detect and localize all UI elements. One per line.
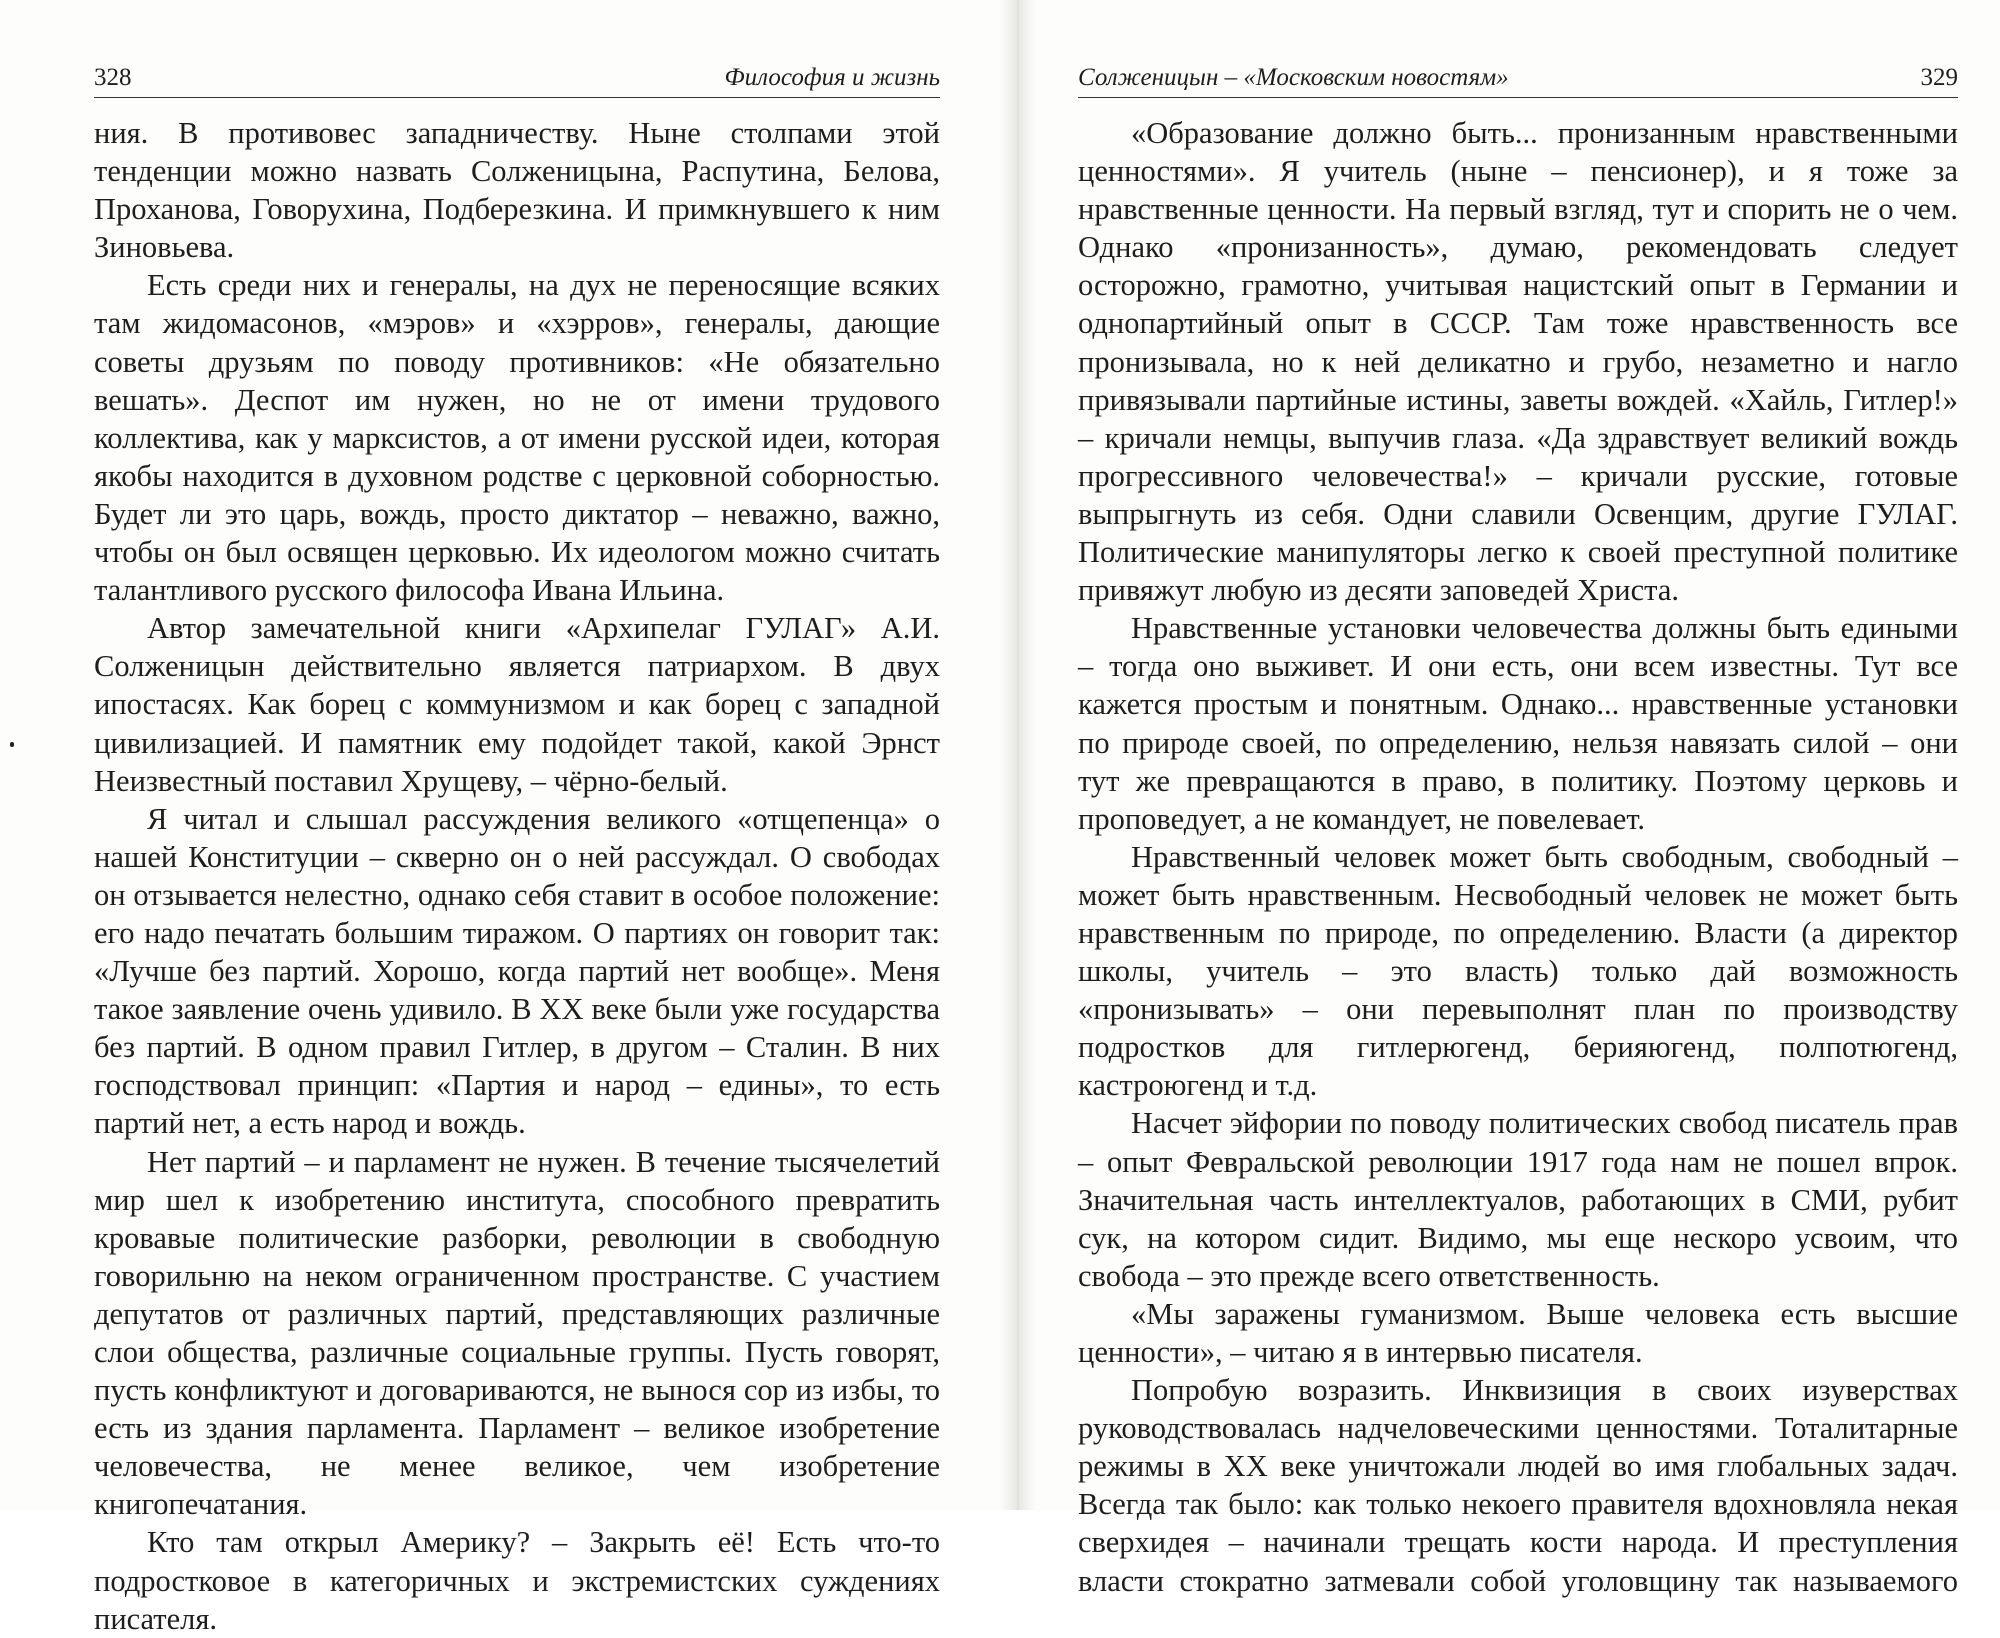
right-running-head: Солженицын – «Московским новостям» bbox=[1078, 64, 1509, 91]
right-page bbox=[1036, 0, 2000, 1598]
left-paragraph-1: ния. В противовес западничеству. Ныне столпами этой тенденции можно назвать Солженицына, Распутина, Белова, Проханова, Говорухина, Подберезкина. И примкнувшего к ним Зиновьева. bbox=[94, 116, 940, 265]
left-page bbox=[0, 0, 1000, 1636]
right-header-rule bbox=[1078, 97, 1958, 98]
left-paragraph-3: Автор замечательной книги «Архипелаг ГУЛАГ» А.И. Солженицын действительно является патриархом. В двух ипостасях. Как борец с коммунизмом и как борец с западной цивилизацией. И памятник ему подойдет такой, какой Эрнст Неизвестный поставил Хрущеву, – чёрно-белый. bbox=[94, 611, 940, 798]
book-gutter bbox=[1000, 0, 1036, 1510]
left-running-head: Философия и жизнь bbox=[724, 64, 940, 91]
left-paragraph-6: Кто там открыл Америку? – Закрыть её! Есть что-то подростковое в категоричных и экстремистских суждениях писателя. bbox=[94, 1525, 940, 1636]
left-page-text bbox=[94, 114, 940, 1638]
right-paragraph-2: Нравственные установки человечества должны быть едиными – тогда оно выживет. И они есть, они всем известны. Тут все кажется простым и понятным. Однако... нравственные установки по природе своей, по определению, нельзя навязать силой – они тут же превращаются в право, в политику. Поэтому церковь и проповедует, а не командует, не повелевает. bbox=[1078, 611, 1958, 836]
left-header-rule bbox=[94, 97, 940, 98]
right-page-text bbox=[1078, 114, 1958, 1600]
right-page-header bbox=[1078, 62, 1958, 98]
left-page-header bbox=[94, 62, 940, 98]
left-page-number: 328 bbox=[94, 64, 132, 91]
right-paragraph-6: Попробую возразить. Инквизиция в своих изуверствах руководствовалась надчеловеческими ценностями. Тоталитарные режимы в ХХ веке уничтожали людей во имя глобальных задач. Всегда так было: как только некоего правителя вдохновляла некая сверхидея – начинали трещать кости народа. И преступления власти стократно затмевали собой уголовщину так называемого bbox=[1078, 1373, 1958, 1598]
left-paragraph-4: Я читал и слышал рассуждения великого «отщепенца» о нашей Конституции – скверно он о ней рассуждал. О свободах он отзывается нелестно, однако себя ставит в особое положение: его надо печатать большим тиражом. О партиях он говорит так: «Лучше без партий. Хорошо, когда партий нет вообще». Меня такое заявление очень удивило. В ХХ веке были уже государства без партий. В одном правил Гитлер, в другом – Сталин. В них господствовал принцип: «Партия и народ – едины», то есть партий нет, а есть народ и вождь. bbox=[94, 801, 940, 1141]
right-paragraph-5: «Мы заражены гуманизмом. Выше человека есть высшие ценности», – читаю я в интервью писателя. bbox=[1078, 1296, 1958, 1369]
right-page-number: 329 bbox=[1920, 64, 1958, 91]
left-paragraph-2: Есть среди них и генералы, на дух не переносящие всяких там жидомасонов, «мэров» и «хэрров», генералы, дающие советы друзьям по поводу противников: «Не обязательно вешать». Деспот им нужен, но не от имени трудового коллектива, как у марксистов, а от имени русской идеи, которая якобы находится в духовном родстве с церковной соборностью. Будет ли это царь, вождь, просто диктатор – неважно, важно, чтобы он был освящен церковью. Их идеологом можно считать талантливого русского философа Ивана Ильина. bbox=[94, 268, 940, 608]
right-paragraph-1: «Образование должно быть... пронизанным нравственными ценностями». Я учитель (ныне – пенсионер), и я тоже за нравственные ценности. На первый взгляд, тут и спорить не о чем. Однако «пронизанность», думаю, рекомендовать следует осторожно, грамотно, учитывая нацистский опыт в Германии и однопартийный опыт в СССР. Там тоже нравственность все пронизывала, но к ней деликатно и грубо, незаметно и нагло привязывали партийные истины, заветы вождей. «Хайль, Гитлер!» – кричали немцы, выпучив глаза. «Да здравствует великий вождь прогрессивного человечества!» – кричали русские, готовые выпрыгнуть из себя. Одни славили Освенцим, другие ГУЛАГ. Политические манипуляторы легко к своей преступной политике привяжут любую из десяти заповедей Христа. bbox=[1078, 116, 1958, 608]
right-paragraph-3: Нравственный человек может быть свободным, свободный – может быть нравственным. Несвободный человек не может быть нравственным по природе, по определению. Власти (а директор школы, учитель – это власть) только дай возможность «пронизывать» – они перевыполнят план по производству подростков для гитлерюгенд, берияюгенд, полпотюгенд, кастроюгенд и т.д. bbox=[1078, 839, 1958, 1103]
right-paragraph-4: Насчет эйфории по поводу политических свобод писатель прав – опыт Февральской революции 1917 года нам не пошел впрок. Значительная часть интеллектуалов, работающих в СМИ, рубит сук, на котором сидит. Видимо, мы еще нескоро усвоим, что свобода – это прежде всего ответственность. bbox=[1078, 1106, 1958, 1293]
left-paragraph-5: Нет партий – и парламент не нужен. В течение тысячелетий мир шел к изобретению института, способного превратить кровавые политические разборки, революции в свободную говорильню на неком ограниченном пространстве. С участием депутатов от различных партий, представляющих различные слои общества, различные социальные группы. Пусть говорят, пусть конфликтуют и договариваются, не вынося сор из избы, то есть из здания парламента. Парламент – великое изобретение человечества, не менее великое, чем изобретение книгопечатания. bbox=[94, 1144, 940, 1522]
